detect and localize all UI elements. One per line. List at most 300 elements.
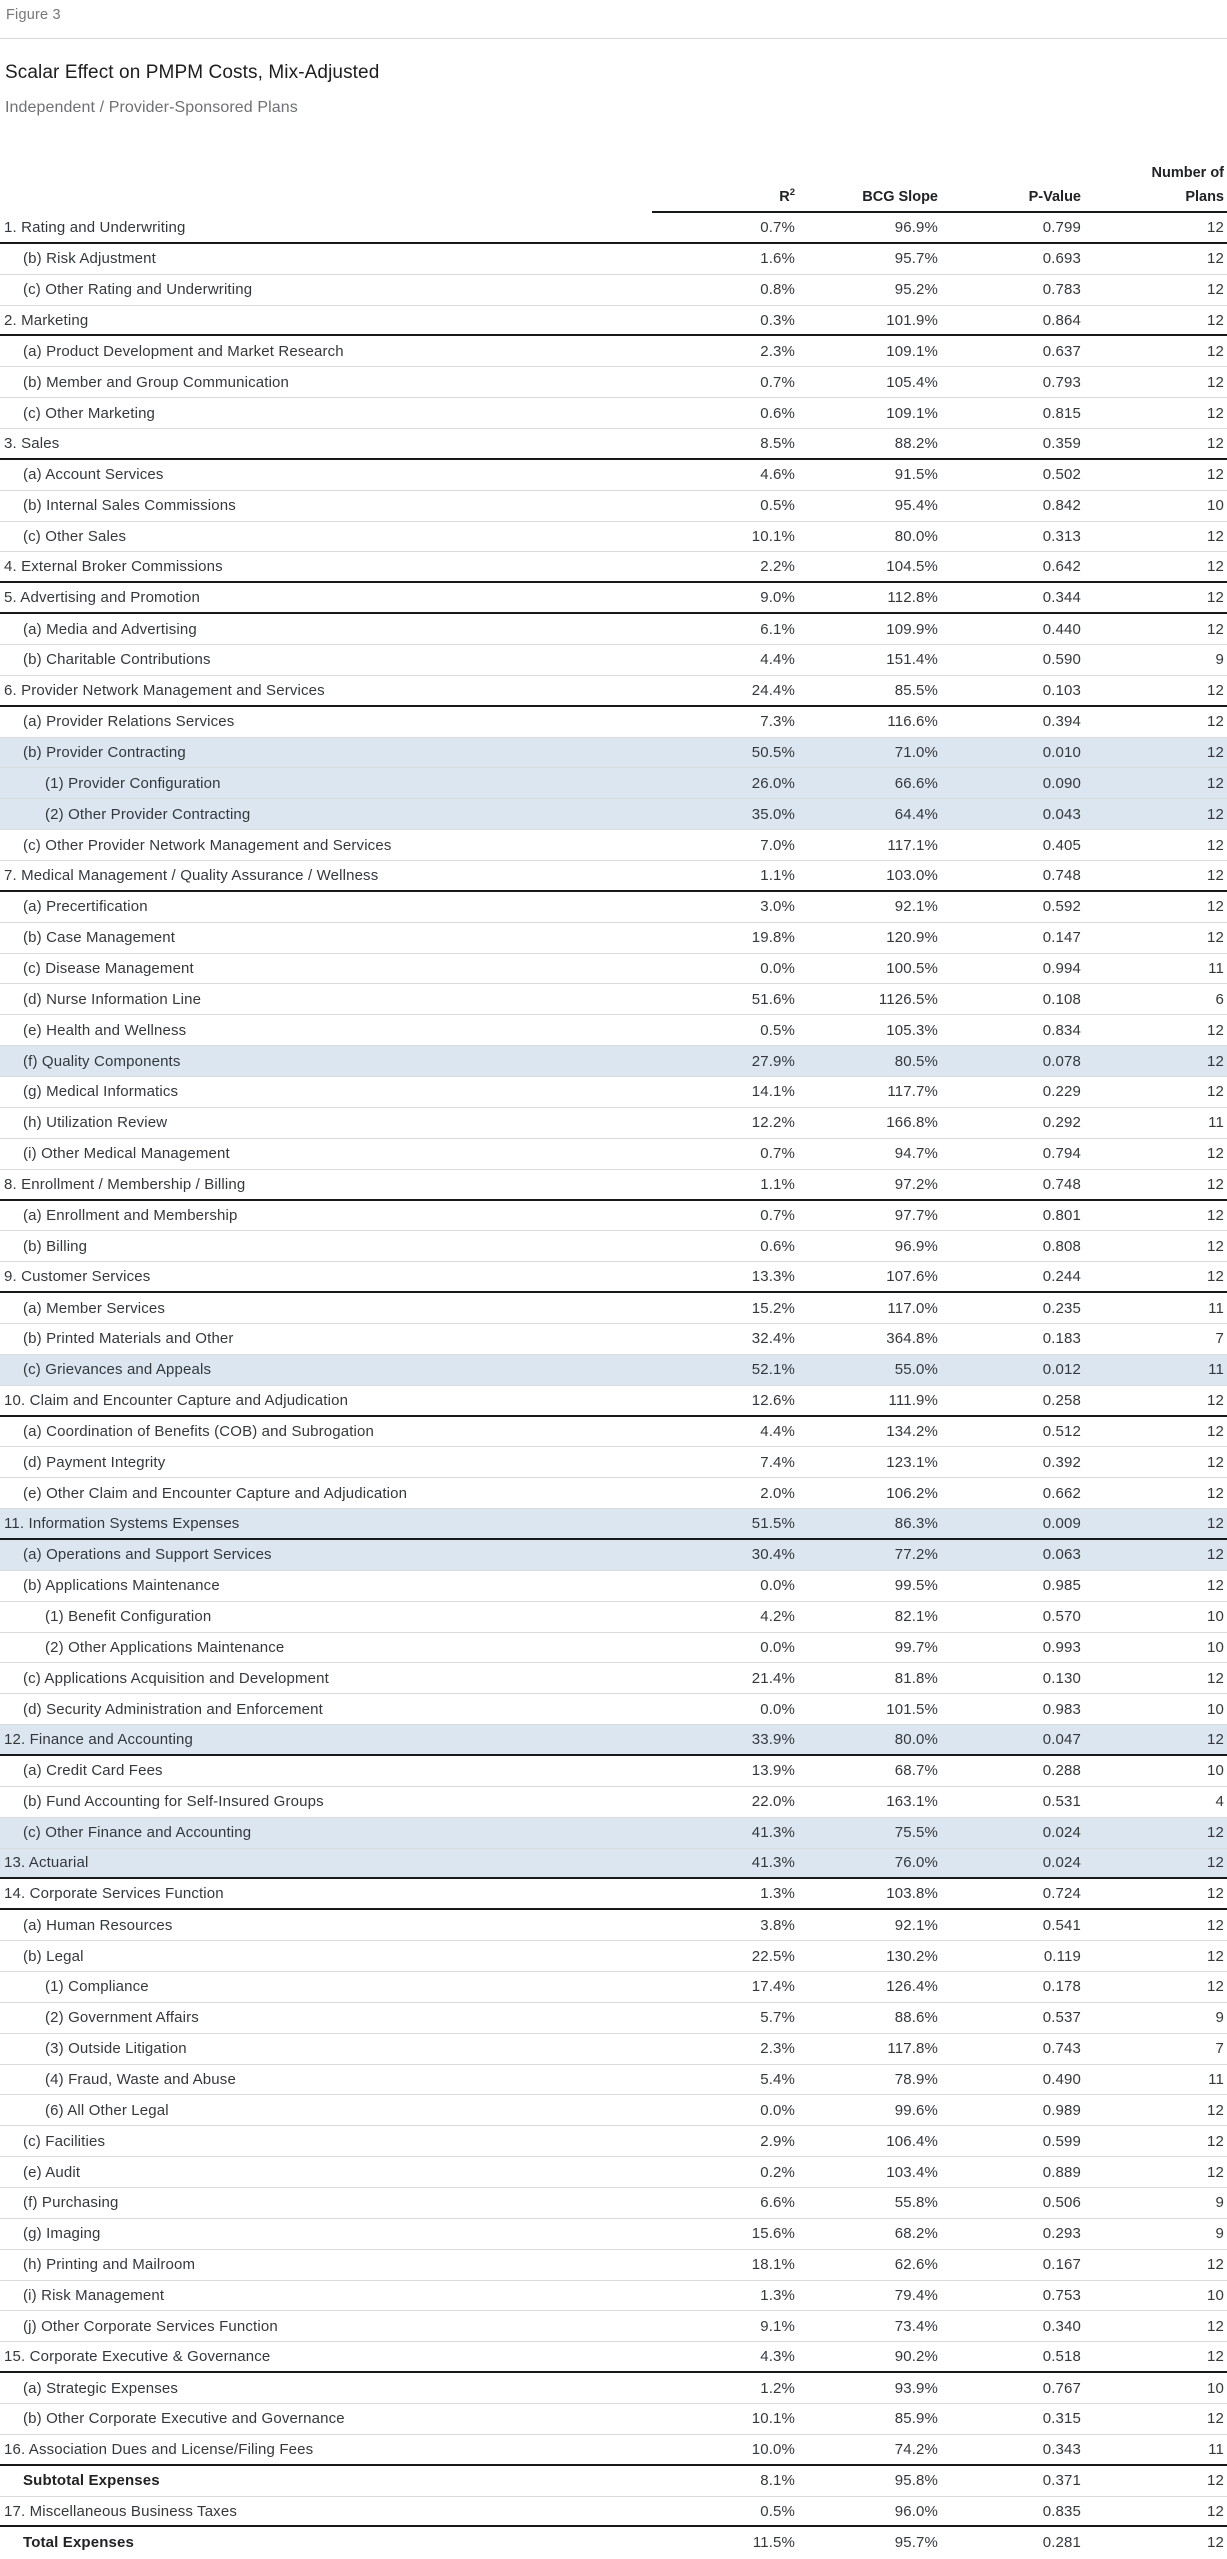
row-bcg-slope-value: 104.5% <box>886 558 938 576</box>
row-r2-value: 8.5% <box>760 434 795 452</box>
row-plans-value: 12 <box>1207 589 1224 607</box>
row-p-value: 0.167 <box>1042 2256 1081 2274</box>
header-bcg-slope: BCG Slope <box>797 140 940 213</box>
table-row <box>0 768 1227 799</box>
row-p-value: 0.103 <box>1042 681 1081 699</box>
row-r2-value: 24.4% <box>751 681 795 699</box>
row-plans-value: 12 <box>1207 1083 1224 1101</box>
row-p-value: 0.281 <box>1042 2534 1081 2552</box>
row-plans-value: 12 <box>1207 2410 1224 2428</box>
row-r2-value: 14.1% <box>751 1083 795 1101</box>
row-p-value: 0.178 <box>1042 1978 1081 1996</box>
row-p-value: 0.985 <box>1042 1577 1081 1595</box>
row-r2-value: 5.4% <box>760 2070 795 2088</box>
r2-superscript: 2 <box>789 187 795 199</box>
table-row <box>0 1046 1227 1077</box>
row-label: (a) Product Development and Market Research <box>23 342 344 360</box>
row-p-value: 0.799 <box>1042 218 1081 236</box>
row-label: (e) Other Claim and Encounter Capture and Adjudication <box>23 1484 408 1502</box>
row-label: 5. Advertising and Promotion <box>4 589 200 607</box>
row-p-value: 0.010 <box>1042 744 1081 762</box>
row-plans-value: 12 <box>1207 2132 1224 2150</box>
row-r2-value: 50.5% <box>751 744 795 762</box>
row-label: (b) Fund Accounting for Self-Insured Groups <box>23 1793 324 1811</box>
row-p-value: 0.518 <box>1042 2348 1081 2366</box>
row-p-value: 0.662 <box>1042 1484 1081 1502</box>
row-r2-value: 3.8% <box>760 1916 795 1934</box>
row-bcg-slope-value: 109.9% <box>886 620 938 638</box>
row-bcg-slope-value: 96.0% <box>894 2502 938 2520</box>
table-row <box>0 738 1227 769</box>
table-row <box>0 861 1227 892</box>
table-row <box>0 645 1227 676</box>
row-bcg-slope-value: 78.9% <box>894 2070 938 2088</box>
row-label: 11. Information Systems Expenses <box>4 1515 240 1533</box>
row-r2-value: 52.1% <box>751 1361 795 1379</box>
row-label: (g) Medical Informatics <box>23 1083 179 1101</box>
table-row <box>0 1787 1227 1818</box>
table-row <box>0 460 1227 491</box>
row-plans-value: 12 <box>1207 2472 1224 2490</box>
table-row <box>0 1941 1227 1972</box>
row-r2-value: 0.7% <box>760 1145 795 1163</box>
row-bcg-slope-value: 123.1% <box>886 1453 938 1471</box>
row-p-value: 0.047 <box>1042 1731 1081 1749</box>
row-bcg-slope-value: 105.4% <box>886 373 938 391</box>
row-p-value: 0.490 <box>1042 2070 1081 2088</box>
table-row <box>0 923 1227 954</box>
row-plans-value: 7 <box>1215 1330 1224 1348</box>
row-p-value: 0.864 <box>1042 311 1081 329</box>
row-r2-value: 0.6% <box>760 1237 795 1255</box>
table-row <box>0 614 1227 645</box>
row-bcg-slope-value: 105.3% <box>886 1021 938 1039</box>
row-r2-value: 11.5% <box>752 2534 795 2552</box>
table-row <box>0 522 1227 553</box>
row-label: (c) Other Marketing <box>23 404 156 422</box>
table-row <box>0 1447 1227 1478</box>
figure-label: Figure 3 <box>6 7 61 23</box>
table-row <box>0 2219 1227 2250</box>
row-r2-value: 2.3% <box>760 2040 795 2058</box>
row-label: (g) Imaging <box>23 2225 101 2243</box>
row-label: (d) Security Administration and Enforcement <box>23 1700 323 1718</box>
table-row <box>0 306 1227 337</box>
table-row <box>0 830 1227 861</box>
row-bcg-slope-value: 95.4% <box>894 497 938 515</box>
row-p-value: 0.343 <box>1042 2440 1081 2458</box>
row-plans-value: 12 <box>1207 866 1224 884</box>
row-plans-value: 12 <box>1207 1422 1224 1440</box>
row-plans-value: 12 <box>1207 2163 1224 2181</box>
row-plans-value: 10 <box>1207 2379 1224 2397</box>
row-plans-value: 12 <box>1207 2534 1224 2552</box>
row-p-value: 0.288 <box>1042 1762 1081 1780</box>
row-label: 9. Customer Services <box>4 1268 151 1286</box>
row-bcg-slope-value: 97.7% <box>894 1206 938 1224</box>
table-row <box>0 2497 1227 2528</box>
row-bcg-slope-value: 92.1% <box>894 1916 938 1934</box>
figure-label-divider <box>0 38 1227 39</box>
row-p-value: 0.783 <box>1042 281 1081 299</box>
row-p-value: 0.724 <box>1042 1885 1081 1903</box>
row-label: 10. Claim and Encounter Capture and Adjudication <box>4 1391 349 1409</box>
table-row <box>0 552 1227 583</box>
row-plans-value: 12 <box>1207 1546 1224 1564</box>
row-bcg-slope-value: 92.1% <box>894 898 938 916</box>
table-row <box>0 1170 1227 1201</box>
row-label: (a) Coordination of Benefits (COB) and Subrogation <box>23 1422 375 1440</box>
table-row <box>0 275 1227 306</box>
row-label: (a) Provider Relations Services <box>23 713 235 731</box>
row-plans-value: 12 <box>1207 713 1224 731</box>
row-p-value: 0.012 <box>1042 1361 1081 1379</box>
table-row <box>0 1509 1227 1540</box>
row-r2-value: 0.0% <box>760 1577 795 1595</box>
row-bcg-slope-value: 107.6% <box>886 1268 938 1286</box>
row-r2-value: 10.0% <box>751 2440 795 2458</box>
row-p-value: 0.108 <box>1042 990 1081 1008</box>
row-plans-value: 10 <box>1207 2287 1224 2304</box>
row-plans-value: 12 <box>1207 681 1224 699</box>
row-r2-value: 17.4% <box>751 1978 795 1996</box>
row-bcg-slope-value: 81.8% <box>894 1669 938 1687</box>
table-row <box>0 1015 1227 1046</box>
row-p-value: 0.506 <box>1042 2194 1081 2212</box>
row-p-value: 0.183 <box>1042 1330 1081 1348</box>
row-plans-value: 10 <box>1207 1638 1224 1656</box>
row-p-value: 0.693 <box>1042 250 1081 268</box>
row-plans-value: 12 <box>1207 1669 1224 1687</box>
row-label: (c) Other Provider Network Management and Services <box>23 836 392 854</box>
row-p-value: 0.063 <box>1042 1546 1081 1564</box>
row-bcg-slope-value: 64.4% <box>894 805 938 823</box>
row-r2-value: 4.4% <box>760 651 795 669</box>
row-p-value: 0.392 <box>1042 1453 1081 1471</box>
row-r2-value: 2.9% <box>760 2132 795 2150</box>
row-bcg-slope-value: 109.1% <box>886 404 938 422</box>
row-plans-value: 12 <box>1207 1577 1224 1595</box>
row-p-value: 0.313 <box>1042 528 1081 546</box>
table-row <box>0 2034 1227 2065</box>
row-bcg-slope-value: 1126.5% <box>878 990 938 1008</box>
row-plans-value: 12 <box>1207 744 1224 762</box>
row-r2-value: 22.5% <box>751 1947 795 1965</box>
row-p-value: 0.258 <box>1042 1391 1081 1409</box>
row-bcg-slope-value: 95.8% <box>894 2472 938 2490</box>
table-row <box>0 1910 1227 1941</box>
row-p-value: 0.748 <box>1042 866 1081 884</box>
row-bcg-slope-value: 103.8% <box>886 1885 938 1903</box>
row-p-value: 0.371 <box>1042 2472 1081 2490</box>
row-plans-value: 9 <box>1215 2225 1224 2243</box>
row-label: (1) Compliance <box>45 1978 149 1996</box>
row-label: (i) Other Medical Management <box>23 1145 230 1163</box>
table-row <box>0 2157 1227 2188</box>
row-label: (a) Enrollment and Membership <box>23 1206 238 1224</box>
row-label: 12. Finance and Accounting <box>4 1731 194 1749</box>
table-row <box>0 2281 1227 2312</box>
table-row <box>0 1849 1227 1880</box>
row-bcg-slope-value: 86.3% <box>894 1515 938 1533</box>
table-row <box>0 1602 1227 1633</box>
table-row <box>0 1818 1227 1849</box>
row-p-value: 0.989 <box>1042 2101 1081 2119</box>
row-p-value: 0.835 <box>1042 2502 1081 2520</box>
row-p-value: 0.043 <box>1042 805 1081 823</box>
row-plans-value: 12 <box>1207 2502 1224 2520</box>
table-row <box>0 2003 1227 2034</box>
row-r2-value: 30.4% <box>751 1546 795 1564</box>
page-subtitle: Independent / Provider-Sponsored Plans <box>5 99 298 116</box>
row-label: (c) Other Sales <box>23 528 127 546</box>
row-bcg-slope-value: 117.7% <box>887 1083 938 1101</box>
row-r2-value: 13.9% <box>751 1762 795 1780</box>
row-plans-value: 11 <box>1208 2070 1224 2088</box>
row-label: (e) Health and Wellness <box>23 1021 187 1039</box>
row-label: (a) Precertification <box>23 898 148 916</box>
row-r2-value: 0.5% <box>760 1021 795 1039</box>
row-label: (a) Account Services <box>23 466 164 484</box>
row-p-value: 0.541 <box>1042 1916 1081 1934</box>
table-row <box>0 892 1227 923</box>
row-bcg-slope-value: 99.5% <box>894 1577 938 1595</box>
row-plans-value: 12 <box>1207 434 1224 452</box>
row-plans-value: 12 <box>1207 1824 1224 1842</box>
row-bcg-slope-value: 100.5% <box>886 960 938 978</box>
row-plans-value: 12 <box>1207 311 1224 329</box>
row-label: (c) Disease Management <box>23 960 194 978</box>
row-bcg-slope-value: 120.9% <box>886 929 938 947</box>
row-p-value: 0.078 <box>1042 1052 1081 1070</box>
row-r2-value: 12.6% <box>751 1391 795 1409</box>
row-r2-value: 0.0% <box>760 1638 795 1656</box>
row-bcg-slope-value: 116.6% <box>887 713 938 731</box>
row-label: (a) Human Resources <box>23 1916 173 1934</box>
table-row <box>0 1417 1227 1448</box>
row-plans-value: 12 <box>1207 373 1224 391</box>
row-p-value: 0.147 <box>1042 929 1081 947</box>
row-bcg-slope-value: 101.5% <box>886 1700 938 1718</box>
row-plans-value: 12 <box>1207 1206 1224 1224</box>
row-bcg-slope-value: 117.1% <box>887 836 938 854</box>
row-bcg-slope-value: 80.0% <box>894 528 938 546</box>
row-label: (d) Nurse Information Line <box>23 990 202 1008</box>
row-bcg-slope-value: 80.0% <box>894 1731 938 1749</box>
row-p-value: 0.292 <box>1042 1114 1081 1132</box>
row-p-value: 0.359 <box>1042 434 1081 452</box>
row-r2-value: 35.0% <box>751 805 795 823</box>
row-r2-value: 51.6% <box>751 990 795 1008</box>
row-label: (2) Other Provider Contracting <box>45 805 251 823</box>
row-p-value: 0.570 <box>1042 1608 1081 1626</box>
row-p-value: 0.889 <box>1042 2163 1081 2181</box>
row-label: (a) Member Services <box>23 1299 166 1317</box>
row-label: (c) Facilities <box>23 2132 106 2150</box>
row-p-value: 0.983 <box>1042 1700 1081 1718</box>
row-label: (1) Provider Configuration <box>45 774 221 792</box>
row-r2-value: 9.0% <box>760 589 795 607</box>
table-row <box>0 1108 1227 1139</box>
row-label: (h) Printing and Mailroom <box>23 2256 196 2274</box>
row-p-value: 0.502 <box>1042 466 1081 484</box>
row-label: (j) Other Corporate Services Function <box>23 2317 278 2335</box>
row-plans-value: 12 <box>1207 620 1224 638</box>
row-label: (c) Applications Acquisition and Development <box>23 1669 329 1687</box>
row-bcg-slope-value: 88.6% <box>894 2009 938 2027</box>
row-r2-value: 1.6% <box>760 250 795 268</box>
row-p-value: 0.315 <box>1042 2410 1081 2428</box>
table-row <box>0 1879 1227 1910</box>
row-r2-value: 1.3% <box>760 2287 795 2304</box>
row-p-value: 0.808 <box>1042 1237 1081 1255</box>
row-p-value: 0.235 <box>1042 1299 1081 1317</box>
row-plans-value: 12 <box>1207 1145 1224 1163</box>
row-r2-value: 41.3% <box>751 1854 795 1872</box>
row-p-value: 0.815 <box>1042 404 1081 422</box>
table-row <box>0 1725 1227 1756</box>
row-bcg-slope-value: 90.2% <box>894 2348 938 2366</box>
table-row <box>0 1139 1227 1170</box>
table-row <box>0 1694 1227 1725</box>
row-r2-value: 3.0% <box>760 898 795 916</box>
row-p-value: 0.748 <box>1042 1175 1081 1193</box>
row-plans-value: 12 <box>1207 774 1224 792</box>
row-plans-value: 12 <box>1207 1947 1224 1965</box>
row-r2-value: 0.8% <box>760 281 795 299</box>
row-r2-value: 15.2% <box>751 1299 795 1317</box>
row-plans-value: 11 <box>1208 2440 1224 2458</box>
row-bcg-slope-value: 75.5% <box>894 1824 938 1842</box>
row-r2-value: 0.5% <box>760 2502 795 2520</box>
row-bcg-slope-value: 163.1% <box>886 1793 938 1811</box>
table-row <box>0 799 1227 830</box>
row-bcg-slope-value: 112.8% <box>887 589 938 607</box>
row-label: 8. Enrollment / Membership / Billing <box>4 1175 246 1193</box>
row-r2-value: 8.1% <box>760 2472 795 2490</box>
row-bcg-slope-value: 117.8% <box>887 2040 938 2058</box>
row-bcg-slope-value: 94.7% <box>894 1145 938 1163</box>
row-label: (h) Utilization Review <box>23 1114 168 1132</box>
row-label: 2. Marketing <box>4 311 89 329</box>
table-row <box>0 707 1227 738</box>
row-r2-value: 7.4% <box>760 1453 795 1471</box>
row-label: 4. External Broker Commissions <box>4 558 223 576</box>
row-p-value: 0.590 <box>1042 651 1081 669</box>
row-bcg-slope-value: 88.2% <box>894 434 938 452</box>
row-label: 1. Rating and Underwriting <box>4 218 186 236</box>
table-row <box>0 1293 1227 1324</box>
row-plans-value: 12 <box>1207 2317 1224 2335</box>
row-plans-value: 12 <box>1207 250 1224 268</box>
row-plans-value: 10 <box>1207 1700 1224 1718</box>
row-bcg-slope-value: 95.7% <box>894 2534 938 2552</box>
row-r2-value: 1.2% <box>760 2379 795 2397</box>
row-bcg-slope-value: 80.5% <box>894 1052 938 1070</box>
row-p-value: 0.537 <box>1042 2009 1081 2027</box>
row-plans-value: 12 <box>1207 528 1224 546</box>
row-r2-value: 0.7% <box>760 1206 795 1224</box>
row-label: (3) Outside Litigation <box>45 2040 187 2058</box>
row-bcg-slope-value: 96.9% <box>894 218 938 236</box>
row-bcg-slope-value: 82.1% <box>894 1608 938 1626</box>
row-bcg-slope-value: 68.7% <box>894 1762 938 1780</box>
row-r2-value: 0.0% <box>760 1700 795 1718</box>
table-row <box>0 1478 1227 1509</box>
row-label: (c) Other Finance and Accounting <box>23 1824 252 1842</box>
row-plans-value: 12 <box>1207 1885 1224 1903</box>
row-plans-value: 12 <box>1207 836 1224 854</box>
row-label: 7. Medical Management / Quality Assurance / Wellness <box>4 866 379 884</box>
row-label: (4) Fraud, Waste and Abuse <box>45 2070 236 2088</box>
row-label: 3. Sales <box>4 434 60 452</box>
row-bcg-slope-value: 103.4% <box>886 2163 938 2181</box>
row-p-value: 0.009 <box>1042 1515 1081 1533</box>
row-r2-value: 41.3% <box>751 1824 795 1842</box>
header-label-spacer <box>0 140 652 213</box>
row-label: (b) Case Management <box>23 929 176 947</box>
row-label: 6. Provider Network Management and Services <box>4 681 325 699</box>
row-label: (a) Operations and Support Services <box>23 1546 272 1564</box>
row-r2-value: 10.1% <box>751 2410 795 2428</box>
row-label: 16. Association Dues and License/Filing Fees <box>4 2440 314 2458</box>
row-bcg-slope-value: 101.9% <box>886 311 938 329</box>
table-row <box>0 336 1227 367</box>
row-bcg-slope-value: 99.7% <box>894 1638 938 1656</box>
table-row <box>0 398 1227 429</box>
row-r2-value: 4.4% <box>760 1422 795 1440</box>
table-row <box>0 2404 1227 2435</box>
row-bcg-slope-value: 55.8% <box>894 2194 938 2212</box>
row-p-value: 0.119 <box>1043 1947 1081 1965</box>
row-p-value: 0.244 <box>1042 1268 1081 1286</box>
table-row <box>0 1663 1227 1694</box>
row-r2-value: 1.1% <box>760 1175 795 1193</box>
row-label: (b) Printed Materials and Other <box>23 1330 234 1348</box>
row-p-value: 0.293 <box>1042 2225 1081 2243</box>
table-row <box>0 583 1227 614</box>
row-bcg-slope-value: 73.4% <box>894 2317 938 2335</box>
header-number-of-plans: Number of Plans <box>1083 140 1227 213</box>
row-label: Total Expenses <box>23 2534 135 2552</box>
row-plans-value: 12 <box>1207 1916 1224 1934</box>
row-plans-value: 12 <box>1207 898 1224 916</box>
table-row <box>0 244 1227 275</box>
row-bcg-slope-value: 111.9% <box>888 1391 938 1409</box>
row-p-value: 0.024 <box>1042 1854 1081 1872</box>
row-bcg-slope-value: 76.0% <box>894 1854 938 1872</box>
row-p-value: 0.794 <box>1042 1145 1081 1163</box>
row-r2-value: 4.3% <box>760 2348 795 2366</box>
row-label: (6) All Other Legal <box>45 2101 169 2119</box>
row-bcg-slope-value: 106.4% <box>886 2132 938 2150</box>
row-bcg-slope-value: 103.0% <box>886 866 938 884</box>
table-row <box>0 367 1227 398</box>
row-bcg-slope-value: 85.9% <box>894 2410 938 2428</box>
row-plans-value: 12 <box>1207 1021 1224 1039</box>
row-r2-value: 6.6% <box>760 2194 795 2212</box>
row-bcg-slope-value: 364.8% <box>886 1330 938 1348</box>
row-plans-value: 9 <box>1215 651 1224 669</box>
row-bcg-slope-value: 99.6% <box>894 2101 938 2119</box>
row-r2-value: 4.6% <box>760 466 795 484</box>
table-row <box>0 2527 1227 2558</box>
row-p-value: 0.994 <box>1042 960 1081 978</box>
table-row <box>0 1756 1227 1787</box>
table-row <box>0 2466 1227 2497</box>
row-plans-value: 12 <box>1207 1268 1224 1286</box>
row-r2-value: 0.5% <box>760 497 795 515</box>
